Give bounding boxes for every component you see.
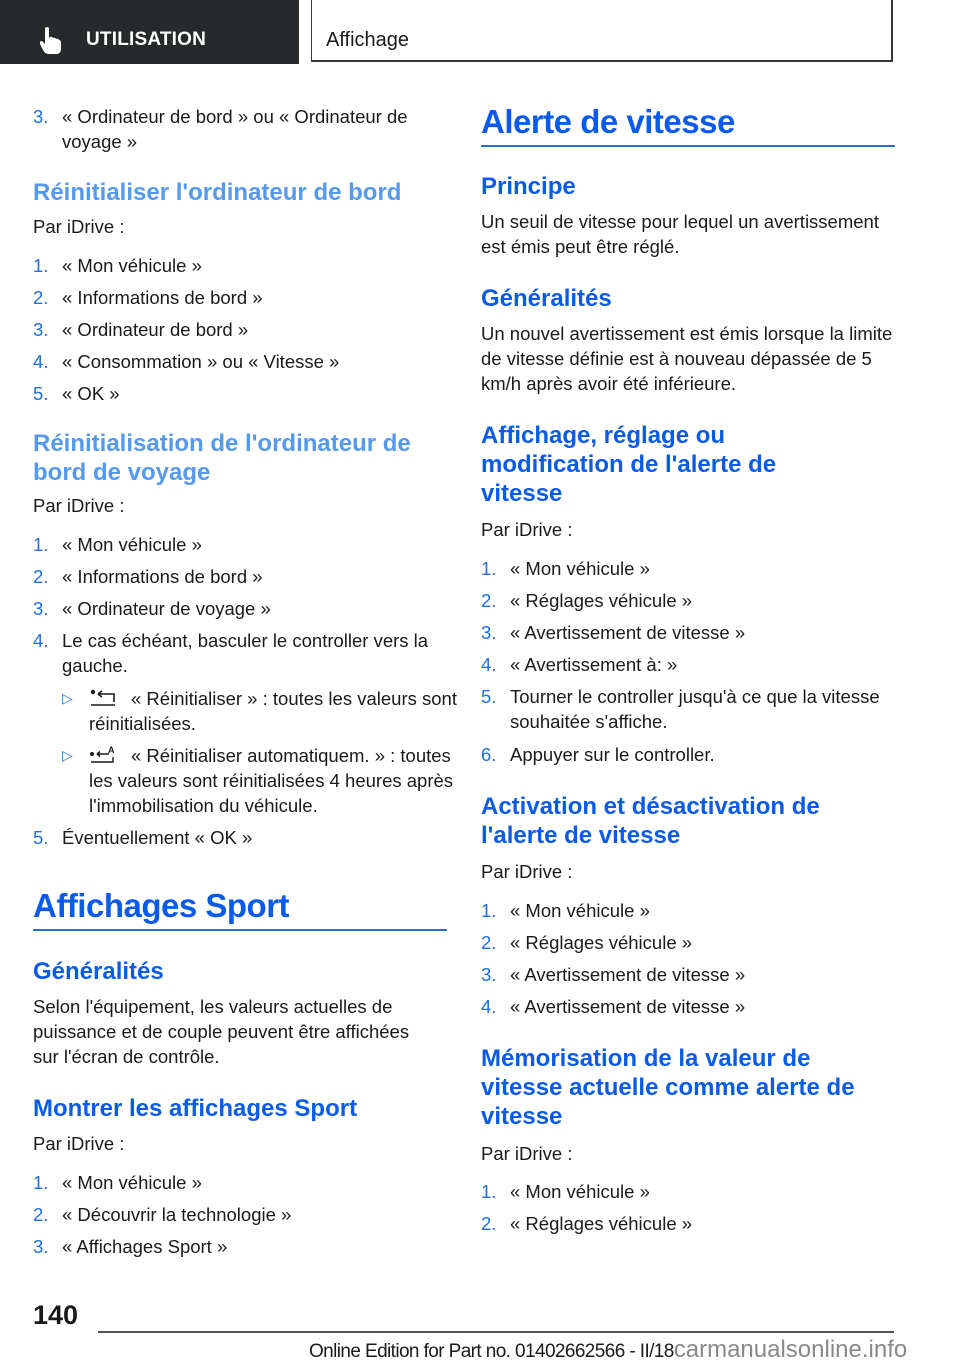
intro-text: Par iDrive : <box>481 519 573 540</box>
paragraph: Selon l'équipement, les valeurs actuelles de puissance et de couple peuvent être affichées sur l'écran de contrôle. <box>33 996 410 1067</box>
chapter-tab <box>0 0 299 64</box>
page-header <box>0 0 960 66</box>
intro-text: Par iDrive : <box>481 861 573 882</box>
heading-rule <box>33 929 447 931</box>
paragraph: Un seuil de vitesse pour lequel un avertissement est émis peut être réglé. <box>481 211 879 257</box>
section-heading: Affichage, réglage ou modification de l'alerte de vitesse <box>481 422 777 507</box>
intro-text: Par iDrive : <box>33 495 125 516</box>
chapter-heading: Affichages Sport <box>33 887 290 924</box>
chapter-title: UTILISATION <box>86 29 207 50</box>
page-number: 140 <box>33 1300 79 1330</box>
footer-rule <box>98 1331 894 1333</box>
intro-text: Par iDrive : <box>481 1143 573 1164</box>
intro-text: Par iDrive : <box>33 216 125 237</box>
section-heading: Généralités <box>481 285 612 312</box>
section-heading: Réinitialiser l'ordinateur de bord <box>33 179 402 206</box>
intro-text: Par iDrive : <box>33 1133 125 1154</box>
triangle-bullet-icon: ▷ <box>62 690 73 706</box>
edition-text: Online Edition for Part no. 01402662566 - II/18 <box>309 1341 674 1362</box>
chapter-heading: Alerte de vitesse <box>481 103 735 140</box>
svg-text:A: A <box>108 745 115 755</box>
section-tab <box>311 0 893 62</box>
heading-rule <box>481 145 895 147</box>
watermark-link[interactable]: carmanualsonline.info <box>673 1336 908 1363</box>
section-heading: Principe <box>481 173 576 200</box>
footer-edition <box>309 1336 907 1364</box>
triangle-bullet-icon: ▷ <box>62 747 73 763</box>
section-heading: Mémorisation de la valeur de vitesse actuelle comme alerte de vitesse <box>481 1045 855 1130</box>
paragraph: Un nouvel avertissement est émis lorsque la limite de vitesse définie est à nouveau dépassée de 5 km/h après avoir été inférieure. <box>481 323 893 394</box>
section-heading: Généralités <box>33 958 164 985</box>
section-heading: Activation et désactivation de l'alerte de vitesse <box>481 793 820 849</box>
section-heading: Montrer les affichages Sport <box>33 1095 358 1122</box>
section-heading: Réinitialisation de l'ordinateur de bord de voyage <box>33 430 411 486</box>
hand-pointer-icon <box>40 26 64 54</box>
section-title: Affichage <box>326 29 410 51</box>
